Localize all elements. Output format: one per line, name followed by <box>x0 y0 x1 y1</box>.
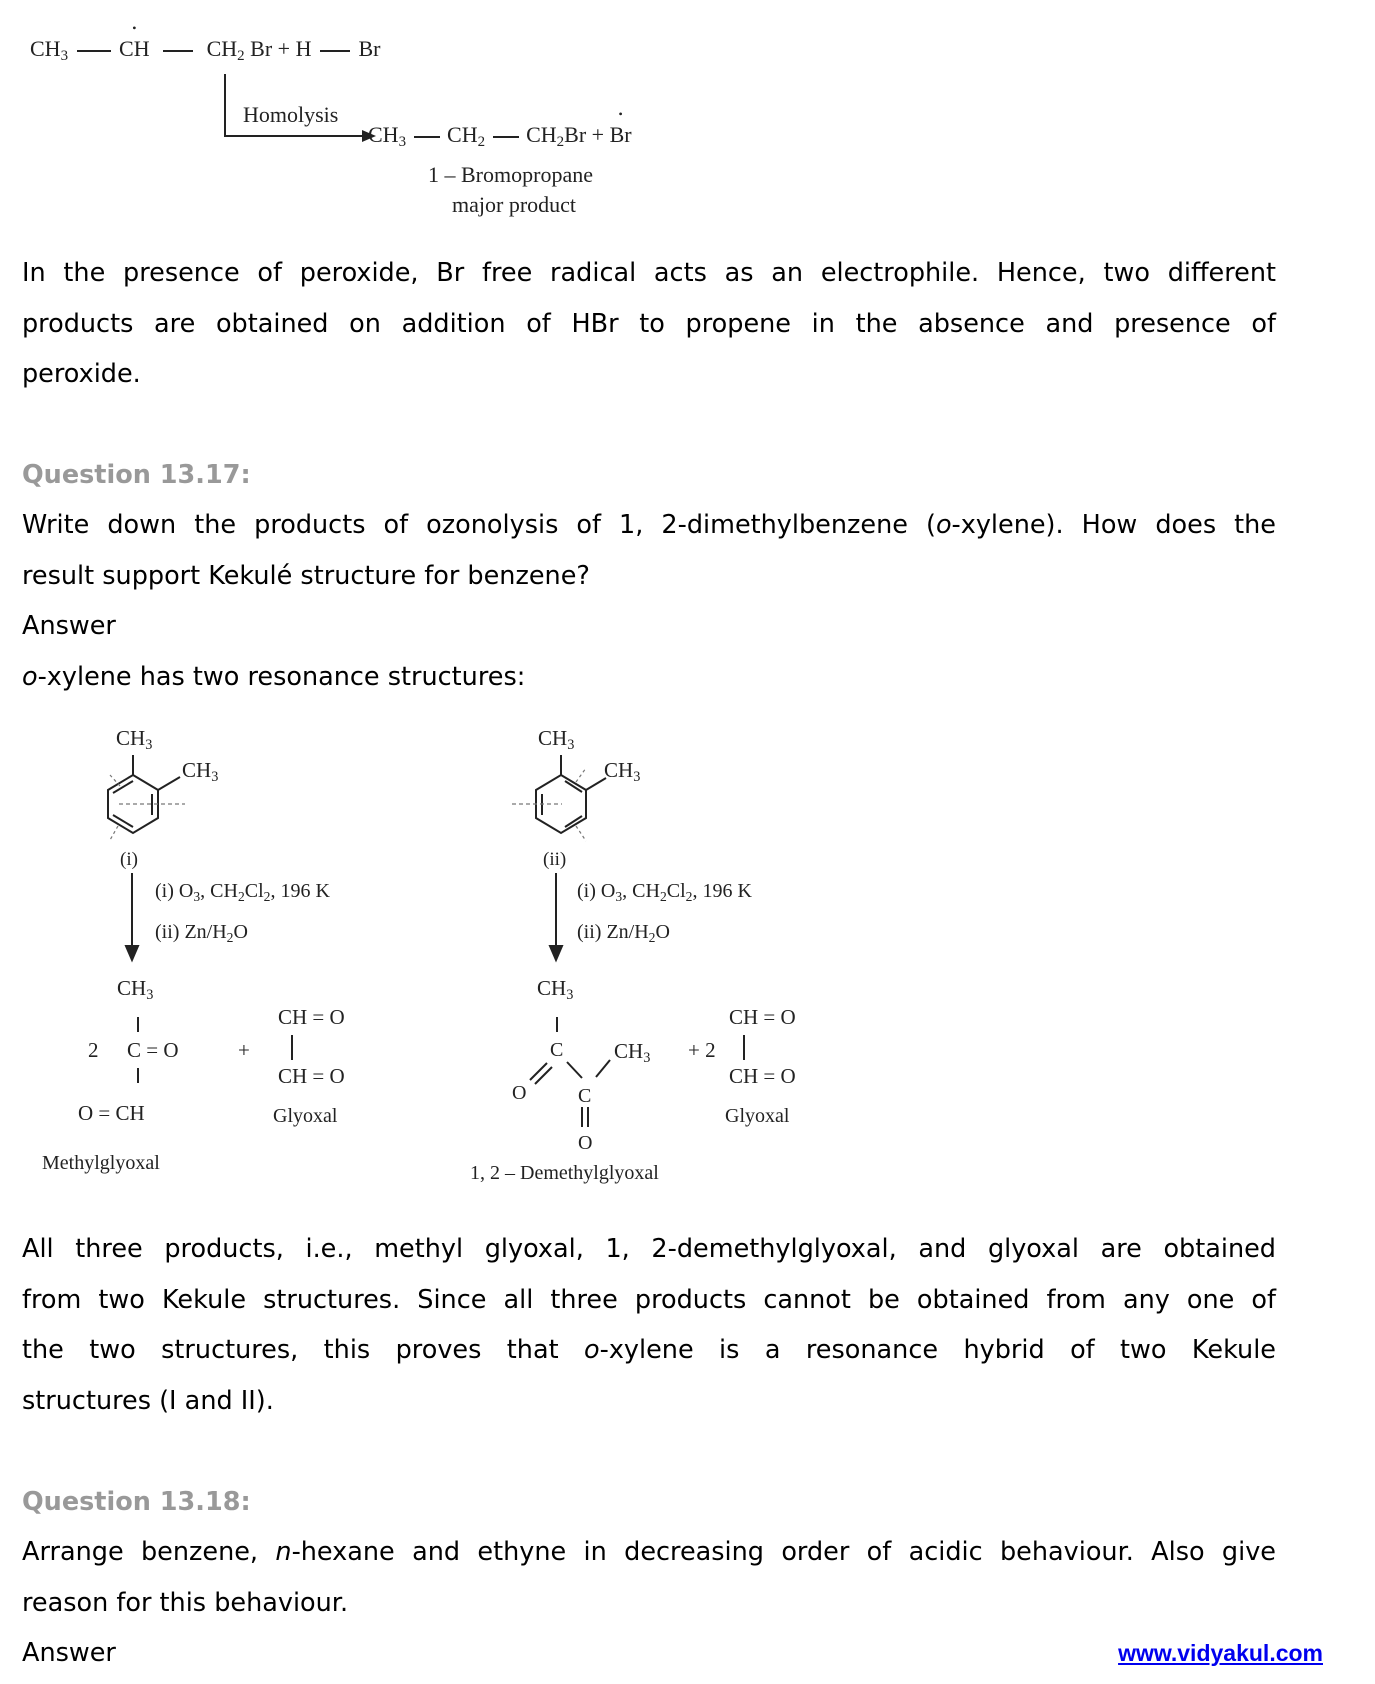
ch-text: CH <box>614 1039 644 1063</box>
ch-text: CH <box>116 726 146 750</box>
subscript: 2 <box>477 134 486 150</box>
reagent: O <box>655 921 670 943</box>
structure-i-reagent-1 <box>155 880 330 904</box>
reagent: O <box>233 921 248 943</box>
paragraph-line: from two Kekule structures. Since all three products cannot be obtained from any one of <box>22 1284 1276 1315</box>
structure-ii-reagent-2 <box>577 921 670 945</box>
structure-ii-label: (ii) <box>543 849 567 870</box>
italic-n: n <box>275 1537 292 1567</box>
reactant-ch2br: CH <box>206 36 238 61</box>
reagent: , CH <box>200 880 238 902</box>
step-label: (ii) <box>155 921 180 943</box>
ring-i-ch3-side <box>182 758 219 785</box>
paragraph-line: products are obtained on addition of HBr to propene in the absence and presence of <box>22 308 1276 339</box>
question-heading-13-17: Question 13.17: <box>22 460 251 490</box>
dimethylglyoxal-c2: C <box>578 1085 592 1107</box>
glyoxal-bottom: CH = O <box>278 1064 345 1088</box>
reactant-ch3: CH <box>30 36 61 61</box>
reactant-br: Br <box>250 36 273 61</box>
subscript: 3 <box>643 1050 651 1066</box>
methylglyoxal-aldehyde: O = CH <box>78 1101 145 1125</box>
product-name: 1 – Bromopropane <box>428 162 593 187</box>
subscript: 3 <box>60 48 69 64</box>
subscript: 3 <box>633 769 641 785</box>
glyoxal-bottom: CH = O <box>729 1064 796 1088</box>
plus-sign: + <box>238 1038 250 1062</box>
subscript: 2 <box>226 930 234 945</box>
bromine-radical: • Br <box>610 122 632 147</box>
homolysis-label: Homolysis <box>243 102 339 127</box>
ch-text: CH <box>604 758 634 782</box>
step-label: (i) <box>155 880 174 902</box>
reactant-hbr-br: Br <box>358 36 381 61</box>
ch-text: CH <box>117 976 147 1000</box>
question-line: reason for this behaviour. <box>22 1587 349 1618</box>
reactant-ch-radical: • CH <box>119 36 150 61</box>
reagent: O <box>178 880 194 902</box>
reactant-plus-h: + H <box>277 36 312 61</box>
paragraph-line: All three products, i.e., methyl glyoxal, 1, 2-demethylglyoxal, and glyoxal are obtained <box>22 1234 1276 1264</box>
reagent: Cl <box>244 880 264 902</box>
subscript: 2 <box>648 930 656 945</box>
paragraph-line: structures (I and II). <box>22 1386 274 1417</box>
reagent: O <box>600 880 616 902</box>
text-part: Arrange benzene, <box>22 1537 276 1567</box>
step-label: (ii) <box>577 921 602 943</box>
paragraph-line: In the presence of peroxide, Br free radical acts as an electrophile. Hence, two different <box>22 258 1276 288</box>
product-ch2: CH <box>447 122 478 147</box>
ch-text: CH <box>538 726 568 750</box>
answer-label: Answer <box>22 611 116 642</box>
glyoxal-top: CH = O <box>729 1005 796 1029</box>
temperature: , 196 K <box>270 880 330 902</box>
reagent: , CH <box>622 880 660 902</box>
text-part: -xylene has two resonance structures: <box>37 662 526 693</box>
subscript: 3 <box>398 134 407 150</box>
reagent: Zn/H <box>606 921 649 943</box>
subscript: 3 <box>145 737 153 753</box>
plus-two: + 2 <box>688 1038 716 1062</box>
text-part: the two structures, this proves that <box>22 1335 585 1366</box>
subscript: 2 <box>556 134 565 150</box>
structure-ii-reagent-1 <box>577 880 752 904</box>
text-part: -xylene is a resonance hybrid of two Kekule <box>599 1335 1276 1366</box>
dimethylglyoxal-o2: O <box>578 1132 593 1154</box>
paragraph-line: peroxide. <box>22 359 141 390</box>
dimethylglyoxal-name: 1, 2 – Demethylglyoxal <box>470 1162 659 1184</box>
structure-i-reagent-2 <box>155 921 248 945</box>
subscript: 3 <box>193 889 201 904</box>
methylglyoxal-carbonyl: C = O <box>127 1038 179 1062</box>
subscript: 2 <box>659 889 667 904</box>
methylglyoxal-name: Methylglyoxal <box>42 1152 160 1174</box>
subscript: 2 <box>263 889 271 904</box>
text-part: -hexane and ethyne in decreasing order of acidic behaviour. Also give <box>291 1537 1276 1567</box>
subscript: 3 <box>615 889 623 904</box>
subscript: 3 <box>211 769 219 785</box>
temperature: , 196 K <box>692 880 752 902</box>
question-line: result support Kekulé structure for benzene? <box>22 560 590 591</box>
glyoxal-name: Glyoxal <box>273 1105 338 1127</box>
product-ch2br: CH <box>526 122 557 147</box>
glyoxal-name: Glyoxal <box>725 1105 790 1127</box>
question-heading-13-18: Question 13.18: <box>22 1487 251 1517</box>
text-part: Write down the products of ozonolysis of 1, 2-dimethylbenzene ( <box>22 510 936 540</box>
question-13-18-text <box>22 1527 1276 1679</box>
subscript: 3 <box>146 987 154 1003</box>
structure-i-label: (i) <box>120 849 138 870</box>
subscript: 2 <box>237 889 245 904</box>
ring-ii-ch3-side <box>604 758 641 785</box>
methylglyoxal-ch3 <box>117 976 154 1003</box>
dimethylglyoxal-bonds <box>530 1017 744 1127</box>
product-br: Br <box>564 122 587 147</box>
reagent: Zn/H <box>184 921 227 943</box>
ring-ii-ch3-top <box>538 726 575 753</box>
paragraph-line <box>22 1325 1276 1376</box>
plus-sign: + <box>591 122 605 147</box>
step-label: (i) <box>577 880 596 902</box>
vidyakul-link[interactable]: www.vidyakul.com <box>1118 1640 1323 1666</box>
ch-text: CH <box>182 758 212 782</box>
text-part: -xylene). How does the <box>951 510 1276 540</box>
dimethylglyoxal-ch3-top <box>537 976 574 1003</box>
subscript: 3 <box>567 737 575 753</box>
subscript: 3 <box>566 987 574 1003</box>
product-ch3: CH <box>368 122 399 147</box>
dimethylglyoxal-ch3-side <box>614 1039 651 1066</box>
ring-i-ch3-top <box>116 726 153 753</box>
subscript: 2 <box>685 889 693 904</box>
subscript: 2 <box>237 48 245 64</box>
paragraph-kekule-proof <box>22 1224 1276 1427</box>
product-note: major product <box>452 192 577 217</box>
dimethylglyoxal-o1: O <box>512 1082 527 1104</box>
italic-o: o <box>935 510 952 540</box>
reagent: Cl <box>666 880 686 902</box>
glyoxal-top: CH = O <box>278 1005 345 1029</box>
italic-o: o <box>22 662 38 693</box>
ch-text: CH <box>537 976 567 1000</box>
question-line <box>22 1527 1276 1578</box>
italic-o: o <box>584 1335 600 1366</box>
answer-label: Answer <box>22 1638 116 1669</box>
methylglyoxal-coefficient: 2 <box>88 1038 99 1062</box>
dimethylglyoxal-c1: C <box>550 1039 564 1061</box>
